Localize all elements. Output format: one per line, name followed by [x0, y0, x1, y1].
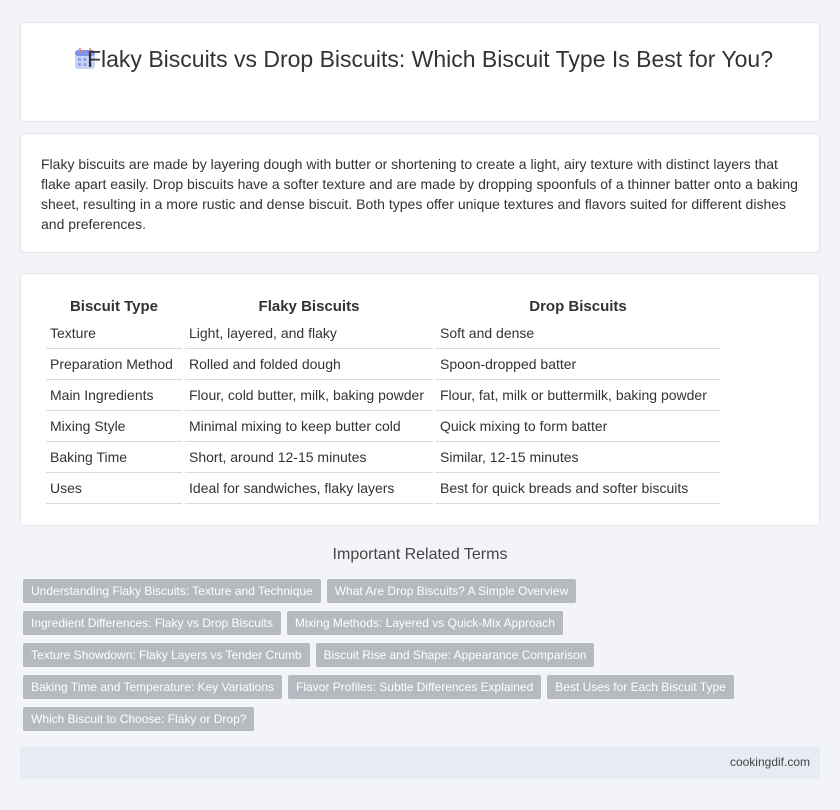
- title-card: [20, 22, 820, 122]
- drop-cell: Quick mixing to form batter: [436, 411, 720, 442]
- row-label: Mixing Style: [46, 411, 182, 442]
- header-drop-biscuits: Drop Biscuits: [529, 297, 627, 315]
- row-label: Baking Time: [46, 442, 182, 473]
- drop-cell: Best for quick breads and softer biscuits: [436, 473, 720, 504]
- drop-cell: Similar, 12-15 minutes: [436, 442, 720, 473]
- flaky-cell: Rolled and folded dough: [185, 349, 433, 380]
- flaky-cell: Ideal for sandwiches, flaky layers: [185, 473, 433, 504]
- header-biscuit-type: Biscuit Type: [69, 297, 159, 315]
- header-flaky-biscuits: Flaky Biscuits: [258, 297, 360, 315]
- table-row: [46, 411, 720, 442]
- related-term-link[interactable]: Flavor Profiles: Subtle Differences Explained: [288, 675, 541, 699]
- table-row: [46, 380, 720, 411]
- row-label: Preparation Method: [46, 349, 182, 380]
- table-row: [46, 442, 720, 473]
- table-row: [46, 473, 720, 504]
- drop-cell: Spoon-dropped batter: [436, 349, 720, 380]
- row-label: Uses: [46, 473, 182, 504]
- related-term-link[interactable]: Ingredient Differences: Flaky vs Drop Biscuits: [23, 611, 281, 635]
- table-header-row: [46, 294, 720, 318]
- flaky-cell: Short, around 12-15 minutes: [185, 442, 433, 473]
- related-term-link[interactable]: Mixing Methods: Layered vs Quick-Mix Approach: [287, 611, 563, 635]
- footer-site-link[interactable]: cookingdif.com: [729, 755, 810, 769]
- table-row: [46, 318, 720, 349]
- row-label: Main Ingredients: [46, 380, 182, 411]
- intro-paragraph: Flaky biscuits are made by layering dough with butter or shortening to create a light, airy texture with distinct layers that flake apart easily. Drop biscuits have a softer texture and are made by dropping spoonfuls of a thinner batter onto a baking sheet, resulting in a more rustic and dense biscuit. Both types offer unique textures and flavors suited for different dishes and preferences.: [41, 156, 798, 232]
- related-term-link[interactable]: Which Biscuit to Choose: Flaky or Drop?: [23, 707, 254, 731]
- flaky-cell: Light, layered, and flaky: [185, 318, 433, 349]
- related-term-link[interactable]: Texture Showdown: Flaky Layers vs Tender Crumb: [23, 643, 310, 667]
- drop-cell: Soft and dense: [436, 318, 720, 349]
- row-label: Texture: [46, 318, 182, 349]
- related-term-link[interactable]: What Are Drop Biscuits? A Simple Overview: [327, 579, 576, 603]
- intro-card: [20, 133, 820, 253]
- related-term-link[interactable]: Biscuit Rise and Shape: Appearance Comparison: [316, 643, 595, 667]
- related-term-link[interactable]: Baking Time and Temperature: Key Variations: [23, 675, 282, 699]
- comparison-table: [43, 294, 723, 504]
- flaky-cell: Flour, cold butter, milk, baking powder: [185, 380, 433, 411]
- page-title: Flaky Biscuits vs Drop Biscuits: Which Biscuit Type Is Best for You?: [86, 46, 773, 72]
- drop-cell: Flour, fat, milk or buttermilk, baking powder: [436, 380, 720, 411]
- table-row: [46, 349, 720, 380]
- related-terms-list: [23, 579, 803, 731]
- flaky-cell: Minimal mixing to keep butter cold: [185, 411, 433, 442]
- footer: [20, 746, 820, 779]
- related-terms-title: Important Related Terms: [332, 546, 508, 563]
- related-term-link[interactable]: Understanding Flaky Biscuits: Texture and Technique: [23, 579, 321, 603]
- comparison-card: [20, 273, 820, 526]
- related-term-link[interactable]: Best Uses for Each Biscuit Type: [547, 675, 734, 699]
